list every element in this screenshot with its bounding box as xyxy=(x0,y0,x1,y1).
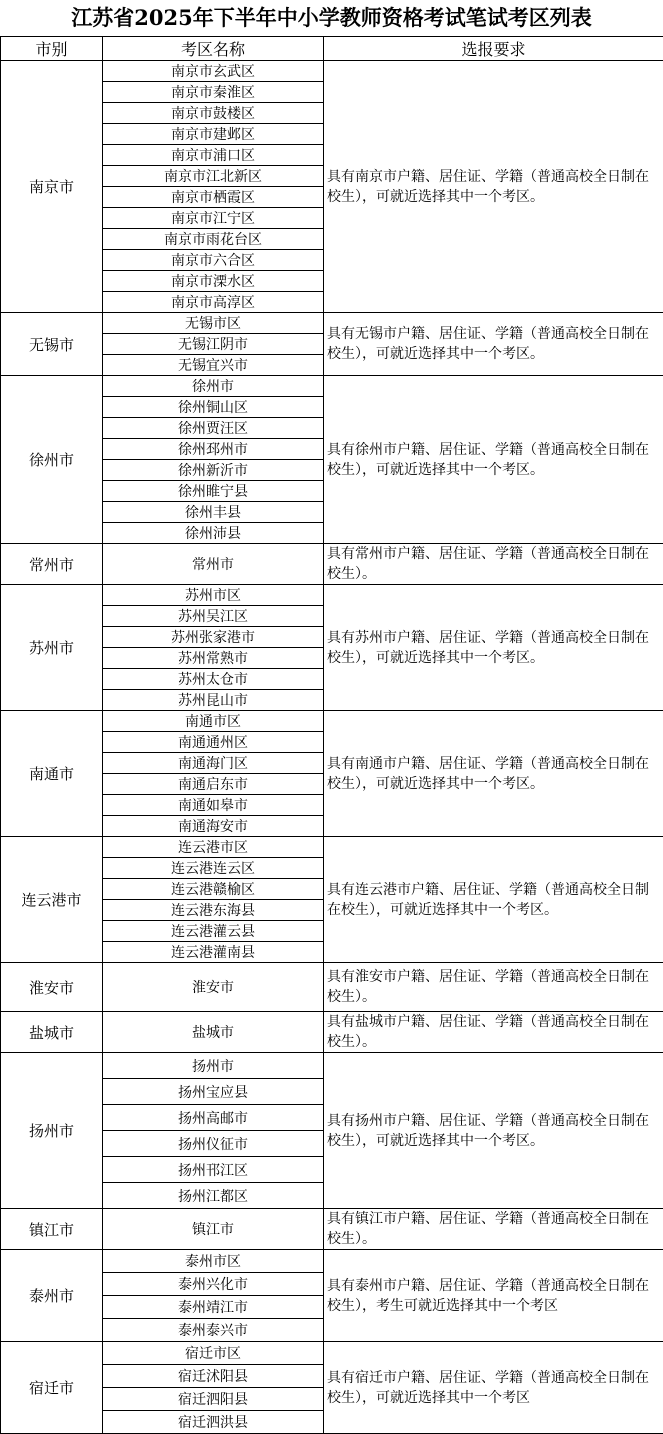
exam-area-cell: 南京市栖霞区 xyxy=(103,187,324,208)
exam-area-cell: 无锡宜兴市 xyxy=(103,355,324,376)
exam-area-cell: 南京市建邺区 xyxy=(103,124,324,145)
exam-area-cell: 南京市玄武区 xyxy=(103,61,324,82)
exam-area-table xyxy=(0,36,663,1434)
city-cell: 徐州市 xyxy=(1,376,103,544)
exam-area-cell: 扬州宝应县 xyxy=(103,1079,324,1105)
table-row xyxy=(1,1012,663,1053)
exam-area-cell: 苏州吴江区 xyxy=(103,606,324,627)
requirement-cell: 具有常州市户籍、居住证、学籍（普通高校全日制在校生）。 xyxy=(324,544,663,585)
exam-area-cell: 连云港市区 xyxy=(103,837,324,858)
requirement-cell: 具有徐州市户籍、居住证、学籍（普通高校全日制在校生），可就近选择其中一个考区。 xyxy=(324,376,663,544)
exam-area-cell: 南京市溧水区 xyxy=(103,271,324,292)
table-row xyxy=(1,963,663,1012)
exam-area-cell: 连云港赣榆区 xyxy=(103,879,324,900)
city-cell: 扬州市 xyxy=(1,1053,103,1209)
city-cell: 南京市 xyxy=(1,61,103,313)
table-row xyxy=(1,376,663,397)
exam-area-cell: 泰州靖江市 xyxy=(103,1296,324,1319)
requirement-cell: 具有南通市户籍、居住证、学籍（普通高校全日制在校生），可就近选择其中一个考区。 xyxy=(324,711,663,837)
exam-area-cell: 徐州新沂市 xyxy=(103,460,324,481)
exam-area-cell: 南通海安市 xyxy=(103,816,324,837)
table-row xyxy=(1,1250,663,1273)
exam-area-cell: 连云港东海县 xyxy=(103,900,324,921)
exam-area-cell: 宿迁泗洪县 xyxy=(103,1411,324,1434)
exam-area-cell: 无锡市区 xyxy=(103,313,324,334)
table-row xyxy=(1,313,663,334)
city-cell: 盐城市 xyxy=(1,1012,103,1053)
requirement-cell: 具有盐城市户籍、居住证、学籍（普通高校全日制在校生）。 xyxy=(324,1012,663,1053)
exam-area-cell: 镇江市 xyxy=(103,1209,324,1250)
requirement-cell: 具有扬州市户籍、居住证、学籍（普通高校全日制在校生），可就近选择其中一个考区。 xyxy=(324,1053,663,1209)
exam-area-cell: 宿迁沭阳县 xyxy=(103,1365,324,1388)
exam-area-cell: 宿迁泗阳县 xyxy=(103,1388,324,1411)
exam-area-cell: 宿迁市区 xyxy=(103,1342,324,1365)
city-cell: 无锡市 xyxy=(1,313,103,376)
exam-area-cell: 淮安市 xyxy=(103,963,324,1012)
exam-area-cell: 南京市浦口区 xyxy=(103,145,324,166)
exam-area-cell: 徐州邳州市 xyxy=(103,439,324,460)
exam-area-cell: 徐州贾汪区 xyxy=(103,418,324,439)
table-row xyxy=(1,837,663,858)
city-cell: 镇江市 xyxy=(1,1209,103,1250)
exam-area-cell: 连云港连云区 xyxy=(103,858,324,879)
exam-area-cell: 徐州丰县 xyxy=(103,502,324,523)
header-city: 市别 xyxy=(1,37,103,61)
table-row xyxy=(1,585,663,606)
requirement-cell: 具有镇江市户籍、居住证、学籍（普通高校全日制在校生）。 xyxy=(324,1209,663,1250)
requirement-cell: 具有宿迁市户籍、居住证、学籍（普通高校全日制在校生），可就近选择其中一个考区 xyxy=(324,1342,663,1434)
requirement-cell: 具有苏州市户籍、居住证、学籍（普通高校全日制在校生），可就近选择其中一个考区。 xyxy=(324,585,663,711)
exam-area-cell: 扬州高邮市 xyxy=(103,1105,324,1131)
exam-area-cell: 南京市江宁区 xyxy=(103,208,324,229)
exam-area-cell: 苏州昆山市 xyxy=(103,690,324,711)
exam-area-cell: 徐州铜山区 xyxy=(103,397,324,418)
requirement-cell: 具有无锡市户籍、居住证、学籍（普通高校全日制在校生），可就近选择其中一个考区。 xyxy=(324,313,663,376)
exam-area-cell: 南通市区 xyxy=(103,711,324,732)
exam-area-cell: 南京市雨花台区 xyxy=(103,229,324,250)
exam-area-cell: 南通如皋市 xyxy=(103,795,324,816)
exam-area-cell: 泰州市区 xyxy=(103,1250,324,1273)
table-row xyxy=(1,711,663,732)
city-cell: 泰州市 xyxy=(1,1250,103,1342)
requirement-cell: 具有连云港市户籍、居住证、学籍（普通高校全日制在校生），可就近选择其中一个考区。 xyxy=(324,837,663,963)
exam-area-cell: 连云港灌云县 xyxy=(103,921,324,942)
header-exam-area: 考区名称 xyxy=(103,37,324,61)
exam-area-cell: 徐州睢宁县 xyxy=(103,481,324,502)
table-row xyxy=(1,1053,663,1079)
exam-area-cell: 扬州市 xyxy=(103,1053,324,1079)
exam-area-cell: 扬州仪征市 xyxy=(103,1131,324,1157)
exam-area-cell: 盐城市 xyxy=(103,1012,324,1053)
exam-area-cell: 南通通州区 xyxy=(103,732,324,753)
city-cell: 常州市 xyxy=(1,544,103,585)
table-row xyxy=(1,1342,663,1365)
requirement-cell: 具有淮安市户籍、居住证、学籍（普通高校全日制在校生）。 xyxy=(324,963,663,1012)
requirement-cell: 具有泰州市户籍、居住证、学籍（普通高校全日制在校生），考生可就近选择其中一个考区 xyxy=(324,1250,663,1342)
exam-area-cell: 苏州市区 xyxy=(103,585,324,606)
city-cell: 淮安市 xyxy=(1,963,103,1012)
exam-area-cell: 南通启东市 xyxy=(103,774,324,795)
city-cell: 南通市 xyxy=(1,711,103,837)
exam-area-cell: 南京市六合区 xyxy=(103,250,324,271)
exam-area-cell: 苏州张家港市 xyxy=(103,627,324,648)
requirement-cell: 具有南京市户籍、居住证、学籍（普通高校全日制在校生），可就近选择其中一个考区。 xyxy=(324,61,663,313)
exam-area-cell: 无锡江阴市 xyxy=(103,334,324,355)
exam-area-cell: 连云港灌南县 xyxy=(103,942,324,963)
table-row xyxy=(1,544,663,585)
table-row xyxy=(1,1209,663,1250)
exam-area-cell: 南京市秦淮区 xyxy=(103,82,324,103)
exam-area-cell: 扬州江都区 xyxy=(103,1183,324,1209)
exam-area-cell: 扬州邗江区 xyxy=(103,1157,324,1183)
page-title: 江苏省2025年下半年中小学教师资格考试笔试考区列表 xyxy=(0,0,663,36)
header-row xyxy=(1,37,663,61)
exam-area-cell: 南京市江北新区 xyxy=(103,166,324,187)
table-row xyxy=(1,61,663,82)
exam-area-cell: 苏州太仓市 xyxy=(103,669,324,690)
exam-area-cell: 泰州泰兴市 xyxy=(103,1319,324,1342)
exam-area-cell: 苏州常熟市 xyxy=(103,648,324,669)
city-cell: 连云港市 xyxy=(1,837,103,963)
city-cell: 苏州市 xyxy=(1,585,103,711)
exam-area-cell: 南通海门区 xyxy=(103,753,324,774)
exam-area-cell: 南京市鼓楼区 xyxy=(103,103,324,124)
exam-area-cell: 泰州兴化市 xyxy=(103,1273,324,1296)
table-body xyxy=(1,61,663,1434)
exam-area-cell: 常州市 xyxy=(103,544,324,585)
header-requirement: 选报要求 xyxy=(324,37,663,61)
city-cell: 宿迁市 xyxy=(1,1342,103,1434)
exam-area-cell: 徐州沛县 xyxy=(103,523,324,544)
exam-area-cell: 徐州市 xyxy=(103,376,324,397)
exam-area-cell: 南京市高淳区 xyxy=(103,292,324,313)
